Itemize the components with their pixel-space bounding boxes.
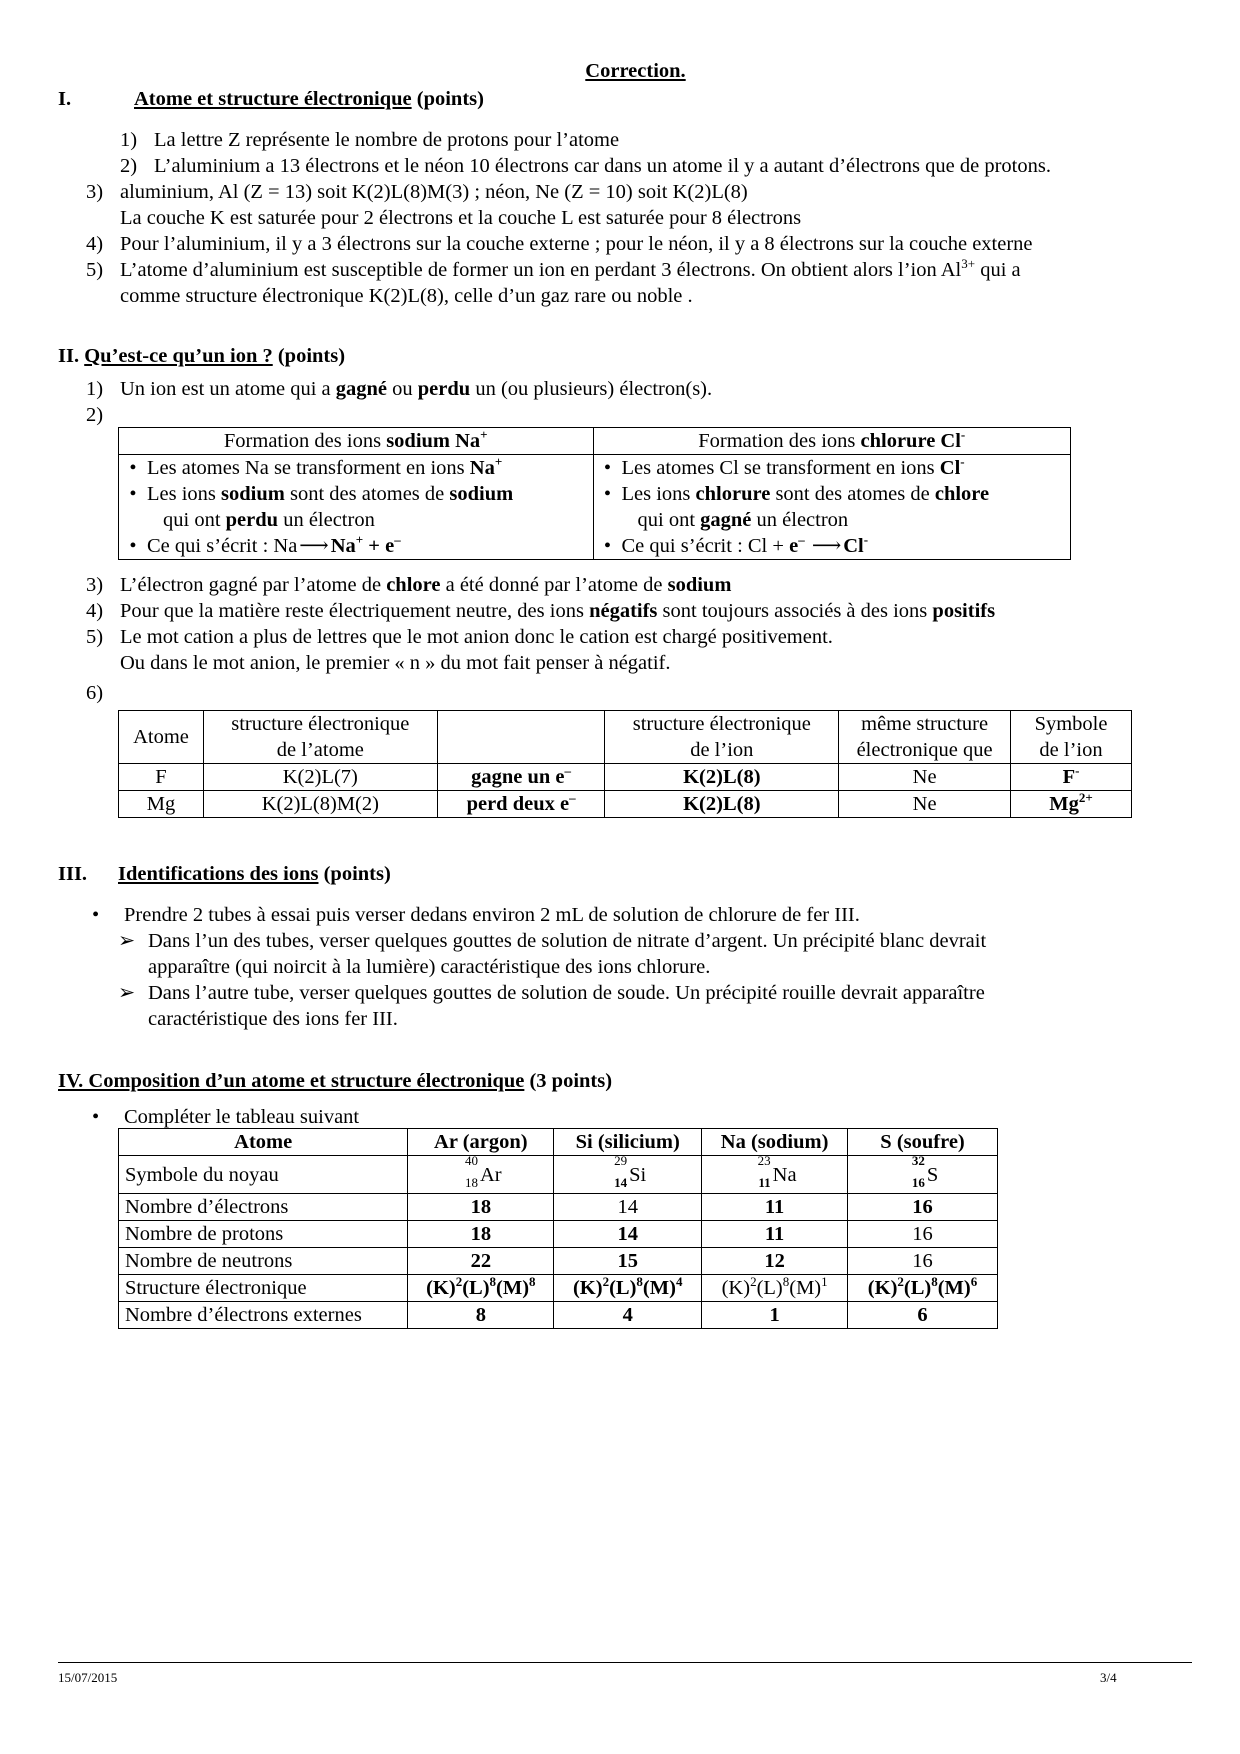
row-label: Nombre de neutrons	[119, 1248, 408, 1275]
table-cell: 4	[554, 1302, 702, 1329]
table-cell: 15	[554, 1248, 702, 1275]
s1-q2-number: 2)	[120, 155, 138, 177]
s2-q5-number: 5)	[86, 626, 104, 648]
shell-count: 2	[455, 1274, 463, 1289]
cell-sup: 2+	[1078, 790, 1093, 805]
bullet-icon: •	[603, 457, 612, 479]
chloride-line-2-bold: chlorure	[695, 483, 771, 505]
s2-q3-mid: a été donné par l’atome de	[440, 574, 668, 596]
table-cell	[848, 1152, 998, 1194]
section-4-points: (3 points)	[529, 1070, 613, 1092]
chloride-header-charge: -	[960, 427, 966, 442]
s2-q5	[86, 624, 833, 650]
shell-count: 4	[675, 1274, 683, 1289]
chloride-header-bold: chlorure Cl	[860, 430, 961, 452]
header-line: structure électronique	[231, 713, 410, 735]
table-row	[119, 711, 1132, 764]
table-cell: 18	[408, 1194, 554, 1221]
column-header-sulfur: S (soufre)	[848, 1129, 998, 1156]
table-cell: $(K)^2(L)^8(M)^4$	[554, 1275, 702, 1302]
chloride-equation-ion: Cl	[843, 535, 864, 557]
column-header-atom: Atome	[119, 1129, 408, 1156]
chloride-equation-charge: -	[863, 532, 869, 547]
table-cell: K(2)L(8)M(2)	[203, 791, 437, 818]
sodium-equation-ion: Na	[330, 535, 356, 557]
table-cell: 18	[408, 1221, 554, 1248]
chloride-line-3-end: un électron	[751, 509, 849, 531]
atom-composition-table	[118, 1128, 998, 1329]
table-cell: 16	[848, 1194, 998, 1221]
cell-sup: –	[569, 790, 576, 805]
sodium-line-2-bold: sodium	[221, 483, 285, 505]
s2-q4-negative: négatifs	[589, 600, 658, 622]
column-header-ion-symbol	[1011, 711, 1132, 764]
table-row	[119, 1248, 998, 1275]
section-1-heading	[134, 86, 484, 112]
table-row	[119, 1302, 998, 1329]
cell-text: gagne un e	[471, 766, 565, 788]
column-header-ion-structure	[605, 711, 839, 764]
table-row	[119, 1221, 998, 1248]
section-2-number: II.	[58, 345, 80, 367]
s1-q4-text: Pour l’aluminium, il y a 3 électrons sur la couche externe ; pour le néon, il y a 8 électrons sur la couche externe	[120, 233, 1033, 255]
table-cell: K(2)L(8)	[605, 791, 839, 818]
column-header-blank	[437, 711, 605, 764]
mass-number: 32	[911, 1152, 925, 1168]
s1-q3	[86, 179, 748, 205]
table-cell: 11	[702, 1221, 848, 1248]
chloride-line-1-text: Les atomes Cl se transforment en ions	[621, 457, 940, 479]
element-symbol: Ar	[479, 1163, 502, 1186]
sodium-line-1-bold: Na	[469, 457, 495, 479]
table-cell	[1011, 791, 1132, 818]
sodium-line-1-charge: +	[494, 454, 503, 469]
chloride-line-2	[594, 481, 1071, 507]
s1-q5-charge: 3+	[961, 256, 976, 271]
s1-q2-text: L’aluminium a 13 électrons et le néon 10 électrons car dans un atome il y a autant d’électrons que de protons.	[154, 155, 1051, 177]
table-row	[119, 764, 1132, 791]
cell-sup: –	[564, 763, 572, 778]
bullet-icon: •	[129, 535, 137, 557]
s2-q3-text: L’électron gagné par l’atome de	[120, 574, 387, 596]
table-cell: Ne	[839, 791, 1011, 818]
table-cell: 22	[408, 1248, 554, 1275]
table-cell: 16	[848, 1221, 998, 1248]
s1-q1	[120, 127, 619, 153]
s2-q4-number: 4)	[86, 600, 104, 622]
nucleus-symbol-argon	[460, 1152, 502, 1190]
table-cell	[702, 1152, 848, 1194]
sodium-line-3-end: un électron	[278, 509, 375, 531]
s3-step-1-text: Dans l’un des tubes, verser quelques gouttes de solution de nitrate d’argent. Un précipité blanc devrait	[148, 930, 987, 952]
sodium-header-bold: sodium Na	[386, 430, 481, 452]
s2-q3-number: 3)	[86, 574, 104, 596]
s2-q4-positive: positifs	[932, 600, 996, 622]
chloride-line-3	[594, 507, 1071, 533]
table-cell: 16	[848, 1248, 998, 1275]
bullet-icon: •	[129, 457, 137, 479]
table-cell	[437, 791, 605, 818]
sodium-equation-electron: + e	[363, 535, 395, 557]
bullet-icon: •	[129, 483, 137, 505]
mass-number: 40	[464, 1152, 478, 1168]
table-cell: Ne	[839, 764, 1011, 791]
column-header-same-structure	[839, 711, 1011, 764]
s2-q1-end: un (ou plusieurs) électron(s).	[470, 378, 713, 400]
mass-number: 23	[757, 1152, 771, 1168]
chloride-line-1	[594, 455, 1071, 481]
chloride-equation-left: Ce qui s’écrit : Cl +	[621, 535, 790, 557]
atomic-number: 11	[758, 1174, 771, 1190]
s3-step-1-continuation: apparaître (qui noircit à la lumière) caractéristique des ions chlorure.	[148, 956, 711, 978]
s4-bullet-1	[86, 1104, 359, 1130]
s3-bullet-1	[86, 902, 860, 928]
chloride-header-text: Formation des ions	[698, 430, 861, 452]
table-cell: 8	[408, 1302, 554, 1329]
mass-number: 29	[614, 1152, 628, 1168]
section-1-number: I.	[58, 88, 72, 110]
sodium-header-text: Formation des ions	[223, 430, 387, 452]
s3-step-1	[118, 928, 986, 954]
table-cell: 1	[702, 1302, 848, 1329]
section-1-points: (points)	[416, 88, 484, 110]
bullet-icon: •	[92, 1106, 100, 1128]
shell-count: 8	[782, 1274, 790, 1289]
section-1-title: Atome et structure électronique	[134, 88, 412, 110]
cell-text: Mg	[1049, 793, 1079, 815]
section-4-title: IV. Composition d’un atome et structure électronique	[58, 1070, 525, 1092]
arrow-icon: ⟶	[811, 535, 842, 557]
table-row	[119, 1156, 998, 1194]
header-line: de l’atome	[276, 739, 364, 761]
s1-q3-continuation: La couche K est saturée pour 2 électrons et la couche L est saturée pour 8 électrons	[120, 207, 802, 229]
row-label: Nombre de protons	[119, 1221, 408, 1248]
s1-q5	[86, 257, 1021, 283]
s1-q2	[120, 153, 1051, 179]
arrow-bullet-icon: ➢	[118, 930, 136, 952]
atomic-number: 14	[614, 1174, 628, 1190]
sodium-line-1	[119, 455, 593, 481]
s2-q6-number: 6)	[86, 682, 104, 704]
table-cell	[408, 1152, 554, 1194]
section-4-heading	[58, 1068, 612, 1094]
column-header-argon: Ar (argon)	[408, 1129, 554, 1156]
shell-count: 8	[529, 1274, 536, 1289]
s2-q4	[86, 598, 995, 624]
page-title: Correction.	[585, 60, 686, 82]
atomic-number: 16	[911, 1174, 925, 1190]
s2-q3-sodium: sodium	[667, 574, 732, 596]
ion-formation-table	[118, 427, 1071, 560]
s1-q5-text: L’atome d’aluminium est susceptible de former un ion en perdant 3 électrons. On obtient alors l’ion Al	[120, 259, 962, 281]
s3-bullet-1-text: Prendre 2 tubes à essai puis verser dedans environ 2 mL de solution de chlorure de fer III.	[124, 904, 860, 926]
nucleus-symbol-sulfur	[907, 1152, 939, 1190]
chloride-equation-electron: e	[789, 535, 799, 557]
sodium-equation-charge: +	[355, 532, 364, 547]
header-line: Symbole	[1034, 713, 1108, 735]
chloride-line-3-bold: gagné	[700, 509, 752, 531]
shell-count: 2	[897, 1274, 904, 1289]
s2-q4-text: Pour que la matière reste électriquement neutre, des ions	[120, 600, 590, 622]
sodium-line-2-end: sodium	[449, 483, 514, 505]
table-cell: 14	[554, 1194, 702, 1221]
bullet-icon: •	[603, 535, 612, 557]
sodium-line-3	[119, 507, 593, 533]
chloride-line-2-end: chlore	[934, 483, 990, 505]
sodium-line-3-bold: perdu	[225, 509, 279, 531]
s2-q5-continuation: Ou dans le mot anion, le premier « n » du mot fait penser à négatif.	[120, 652, 671, 674]
s3-step-2	[118, 980, 985, 1006]
section-3-number: III.	[58, 863, 88, 885]
s4-bullet-1-text: Compléter le tableau suivant	[124, 1106, 360, 1128]
sodium-cell	[119, 455, 594, 560]
s1-q5-text-end: qui a	[975, 259, 1021, 281]
nucleus-symbol-silicon	[609, 1152, 647, 1190]
chloride-line-2-mid: sont des atomes de	[770, 483, 935, 505]
row-label: Nombre d’électrons externes	[119, 1302, 408, 1329]
shell-count: 8	[636, 1274, 643, 1289]
s1-q5-continuation: comme structure électronique K(2)L(8), celle d’un gaz rare ou noble .	[120, 285, 693, 307]
element-symbol: Na	[772, 1163, 797, 1186]
column-header-atom: Atome	[119, 711, 204, 764]
table-cell: K(2)L(8)	[605, 764, 839, 791]
chloride-line-2-text: Les ions	[621, 483, 696, 505]
s2-q4-mid: sont toujours associés à des ions	[657, 600, 933, 622]
s1-q1-number: 1)	[120, 129, 138, 151]
footer-date: 15/07/2015	[58, 1670, 118, 1685]
bullet-icon: •	[603, 483, 612, 505]
chloride-equation-electron-charge: –	[798, 532, 805, 547]
sodium-line-2	[119, 481, 593, 507]
sodium-line-2-text: Les ions	[147, 483, 222, 505]
section-3-points: (points)	[323, 863, 391, 885]
sodium-header	[119, 428, 594, 455]
header-line: même structure	[861, 713, 989, 735]
arrow-icon: ⟶	[299, 535, 329, 557]
s1-q1-text: La lettre Z représente le nombre de protons pour l’atome	[154, 129, 620, 151]
sodium-line-2-mid: sont des atomes de	[284, 483, 450, 505]
sodium-line-4	[119, 533, 593, 559]
section-2-points: (points)	[277, 345, 346, 367]
table-cell: 12	[702, 1248, 848, 1275]
sodium-header-charge: +	[480, 427, 488, 442]
table-cell: 14	[554, 1221, 702, 1248]
s1-q4-number: 4)	[86, 233, 104, 255]
s1-q3-number: 3)	[86, 181, 104, 203]
table-cell: F	[119, 764, 204, 791]
row-label: Symbole du noyau	[119, 1156, 408, 1194]
ion-structure-table	[118, 710, 1132, 818]
column-header-sodium: Na (sodium)	[702, 1129, 848, 1156]
header-line: de l’ion	[690, 739, 754, 761]
chloride-line-3-text: qui ont	[637, 509, 701, 531]
sodium-equation-left: Ce qui s’écrit : Na	[147, 535, 298, 557]
header-line: électronique que	[856, 739, 993, 761]
s2-q5-text: Le mot cation a plus de lettres que le mot anion donc le cation est chargé positivement.	[120, 626, 833, 648]
header-line: de l’ion	[1039, 739, 1103, 761]
footer-divider	[58, 1662, 1192, 1663]
s1-q3-text: aluminium, Al (Z = 13) soit K(2)L(8)M(3) ; néon, Ne (Z = 10) soit K(2)L(8)	[120, 181, 748, 203]
s2-q1	[86, 376, 712, 402]
row-label: Nombre d’électrons	[119, 1194, 408, 1221]
s2-q1-number: 1)	[86, 378, 104, 400]
element-symbol: Si	[629, 1163, 647, 1186]
s3-step-2-continuation: caractéristique des ions fer III.	[148, 1008, 398, 1030]
table-cell: $(K)^2(L)^8(M)^8$	[408, 1275, 554, 1302]
table-row	[119, 791, 1132, 818]
table-cell	[437, 764, 605, 791]
s2-q1-or: ou	[387, 378, 418, 400]
bullet-icon: •	[92, 904, 100, 926]
s2-q1-lost: perdu	[417, 378, 471, 400]
chloride-line-4	[594, 533, 1071, 559]
shell-count: 1	[821, 1274, 828, 1289]
element-symbol: S	[926, 1163, 939, 1186]
row-label: Structure électronique	[119, 1275, 408, 1302]
footer-page-number: 3/4	[1100, 1670, 1117, 1685]
cell-sup: -	[1075, 763, 1080, 778]
chloride-line-1-charge: -	[960, 454, 965, 469]
cell-text: perd deux e	[466, 793, 570, 815]
table-cell	[1011, 764, 1132, 791]
shell-count: 2	[602, 1274, 610, 1289]
s2-q1-text: Un ion est un atome qui a	[120, 378, 336, 400]
table-cell: $(K)^2(L)^8(M)^6$	[848, 1275, 998, 1302]
chloride-cell	[593, 455, 1071, 560]
table-row	[119, 428, 1071, 455]
s2-q1-gained: gagné	[335, 378, 388, 400]
table-row	[119, 1129, 998, 1156]
s2-q3-chlorine: chlore	[386, 574, 441, 596]
table-cell: K(2)L(7)	[203, 764, 437, 791]
arrow-bullet-icon: ➢	[118, 982, 136, 1004]
table-row	[119, 1194, 998, 1221]
header-line: structure électronique	[632, 713, 811, 735]
sodium-equation-electron-charge: –	[394, 532, 401, 547]
s3-step-2-text: Dans l’autre tube, verser quelques gouttes de solution de soude. Un précipité rouille devrait apparaître	[148, 982, 985, 1004]
column-header-silicon: Si (silicium)	[554, 1129, 702, 1156]
section-2-title: Qu’est-ce qu’un ion ?	[84, 345, 273, 367]
table-cell: Mg	[119, 791, 204, 818]
s1-q5-number: 5)	[86, 259, 104, 281]
shell-count: 8	[931, 1274, 938, 1289]
section-3-title: Identifications des ions	[118, 863, 319, 885]
table-cell: 6	[848, 1302, 998, 1329]
table-cell	[554, 1152, 702, 1194]
table-cell: 11	[702, 1194, 848, 1221]
table-row	[119, 455, 1071, 560]
chloride-line-1-bold: Cl	[939, 457, 961, 479]
table-row	[119, 1275, 998, 1302]
s1-q4	[86, 231, 1033, 257]
cell-text: F	[1062, 766, 1076, 788]
s2-q2-number: 2)	[86, 404, 104, 426]
atomic-number: 18	[464, 1174, 478, 1190]
chloride-header	[593, 428, 1071, 455]
sodium-line-1-text: Les atomes Na se transforment en ions	[147, 457, 470, 479]
shell-count: 6	[970, 1274, 978, 1289]
table-cell: $(K)^2(L)^8(M)^1$	[702, 1275, 848, 1302]
sodium-line-3-text: qui ont	[163, 509, 226, 531]
shell-count: 8	[489, 1274, 497, 1289]
s2-q3	[86, 572, 731, 598]
section-3-heading	[118, 861, 391, 887]
section-2-heading	[58, 343, 345, 369]
shell-count: 2	[750, 1274, 757, 1289]
nucleus-symbol-sodium	[753, 1152, 797, 1190]
column-header-atom-structure	[203, 711, 437, 764]
